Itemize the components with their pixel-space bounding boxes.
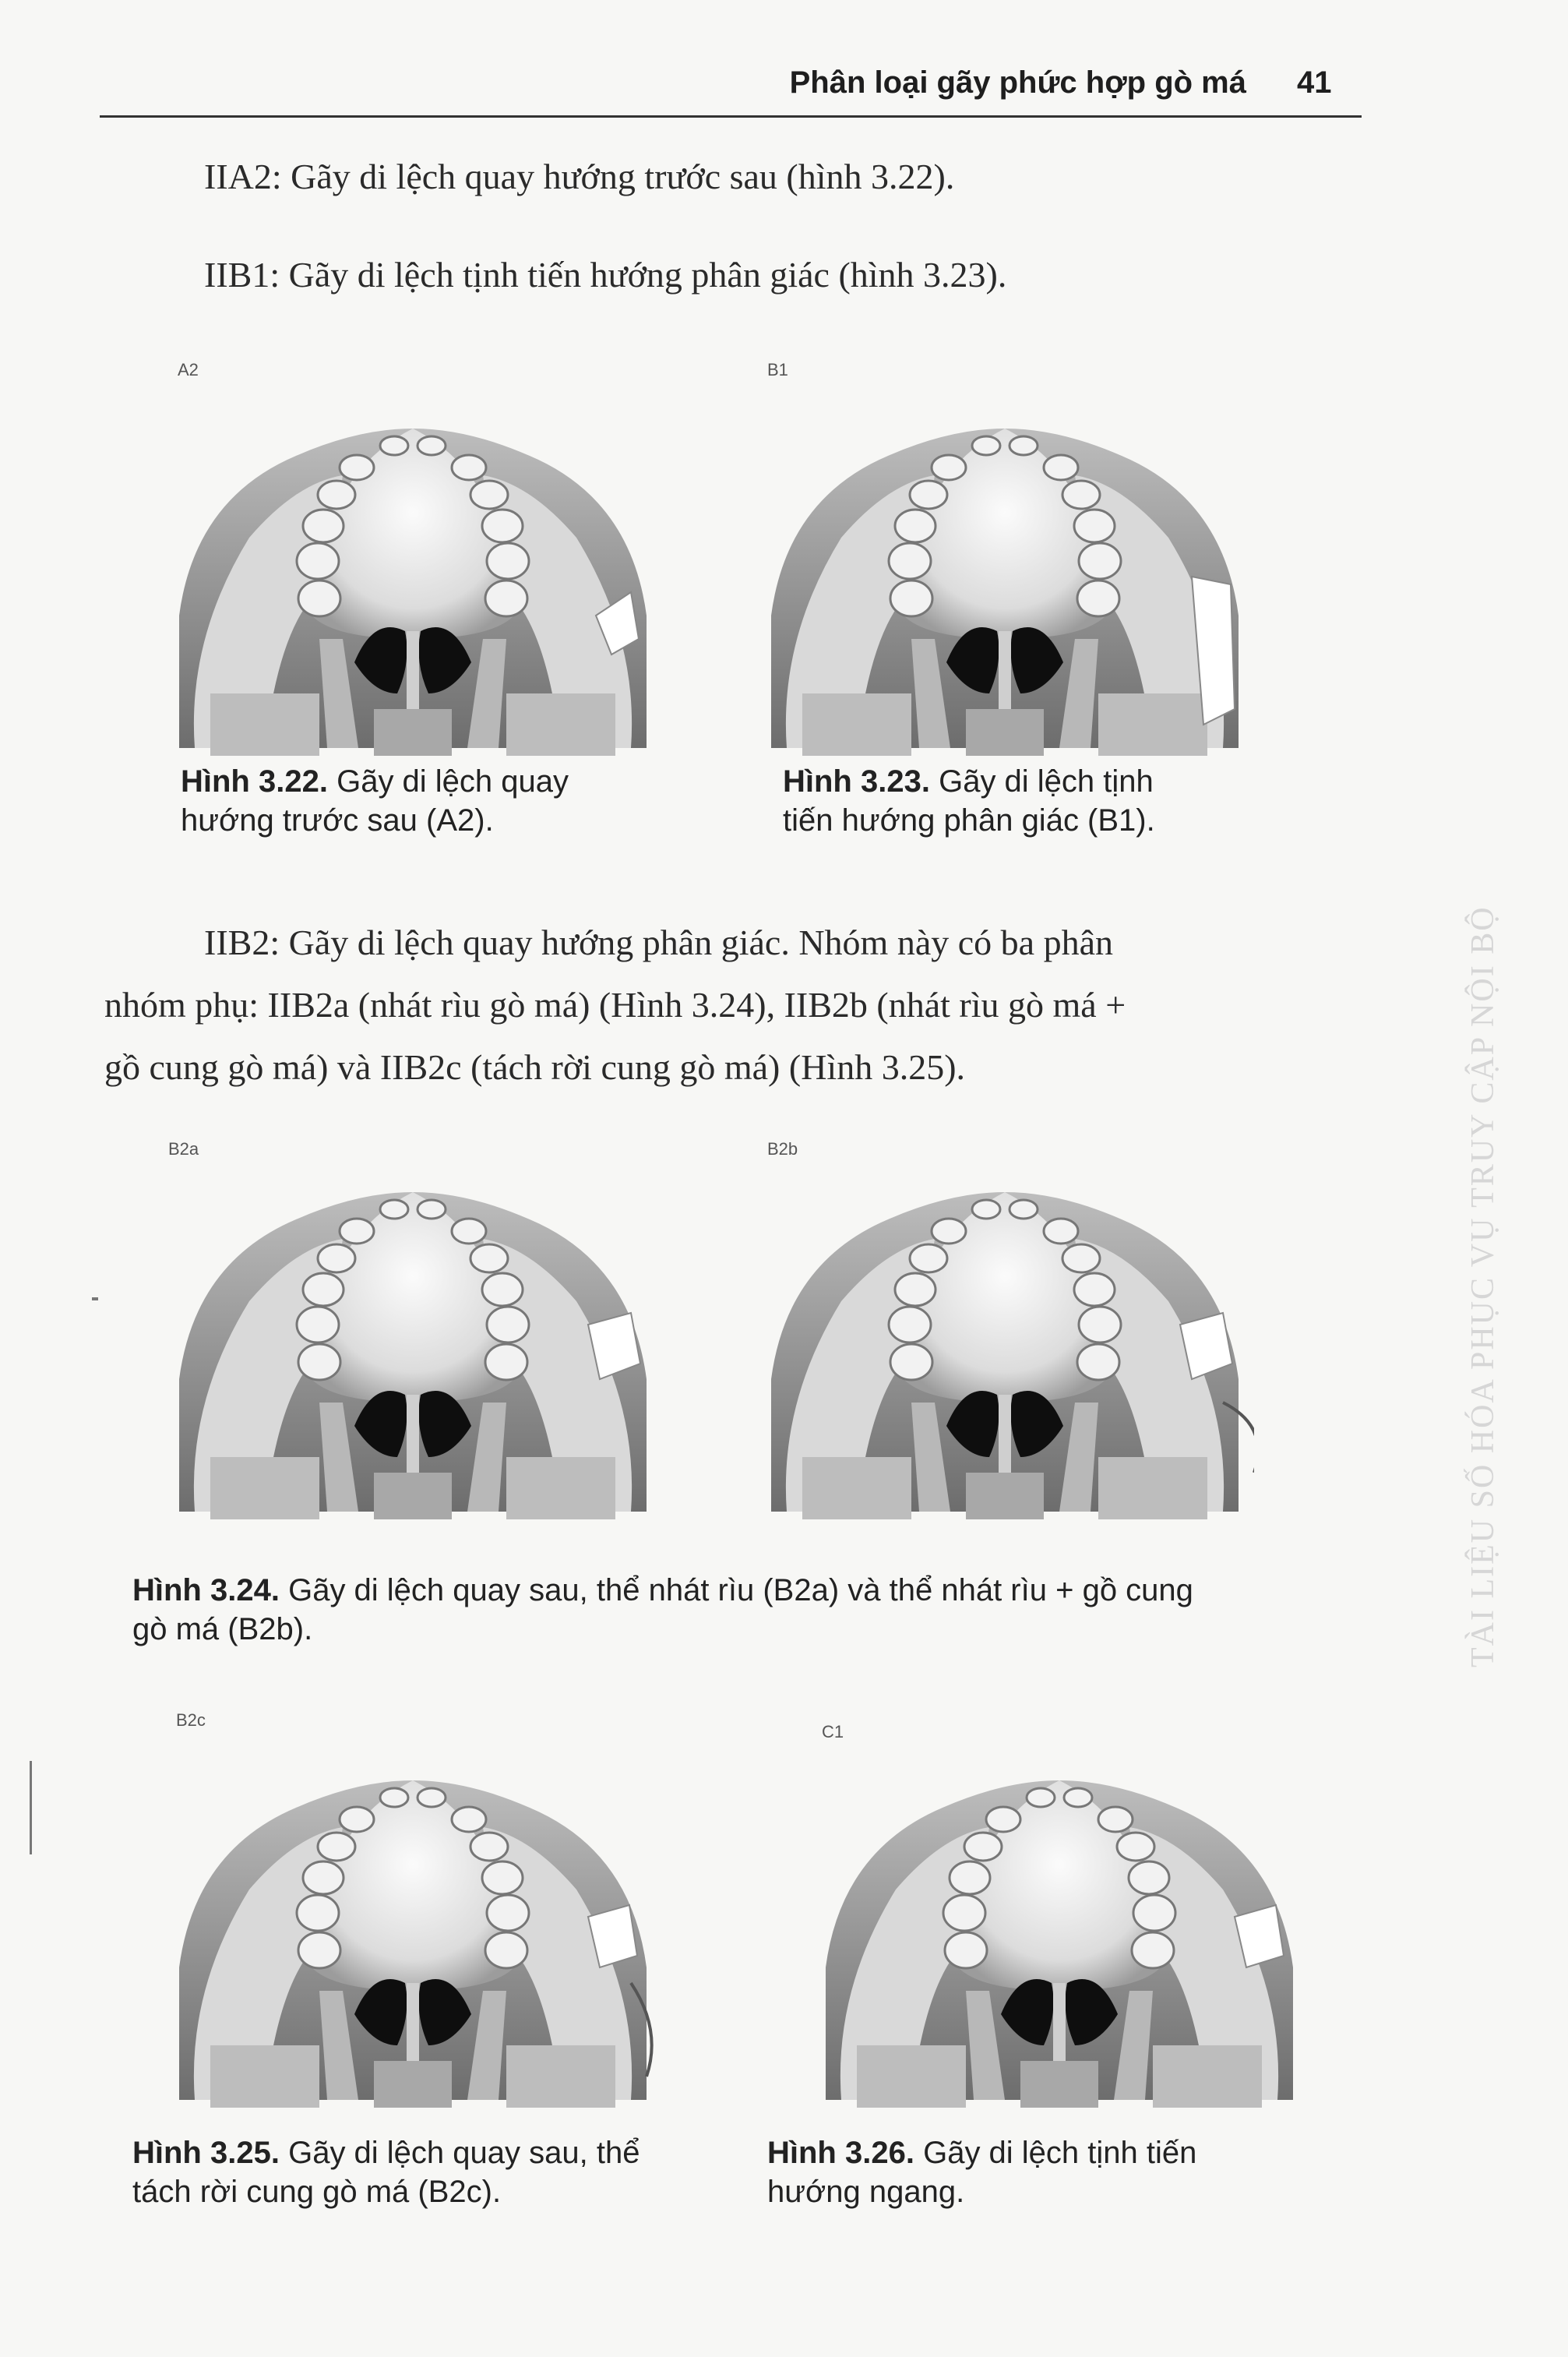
- scan-margin-mark: [30, 1761, 32, 1854]
- skull-illustration-b2b: [756, 1145, 1254, 1519]
- skull-illustration-c1: [810, 1734, 1309, 2108]
- caption-text-line: hướng ngang.: [767, 2175, 965, 2209]
- running-header-title: Phân loại gãy phức hợp gò má: [789, 65, 1246, 100]
- skull-illustration-b2c: [164, 1734, 662, 2108]
- caption-text-line: tiến hướng phân giác (B1).: [783, 803, 1155, 838]
- paragraph-iib2-line-2: nhóm phụ: IIB2a (nhát rìu gò má) (Hình 3.24), IIB2b (nhát rìu gò má +: [104, 985, 1126, 1025]
- caption-text-line: gò má (B2b).: [132, 1612, 313, 1646]
- paragraph-iib2-line-3: gồ cung gò má) và IIB2c (tách rời cung gò má) (Hình 3.25).: [104, 1047, 966, 1087]
- caption-text-line: Gãy di lệch quay sau, thể: [288, 2136, 640, 2170]
- caption-fig-3-26: [767, 2133, 1375, 2211]
- caption-fig-3-24: [132, 1571, 1379, 1649]
- header-rule: [100, 115, 1362, 118]
- caption-fig-3-25: [132, 2133, 756, 2211]
- caption-text-line: Gãy di lệch tịnh tiến: [923, 2136, 1197, 2170]
- caption-text-line: hướng trước sau (A2).: [181, 803, 494, 838]
- figure-label-b2c: B2c: [176, 1710, 206, 1730]
- caption-text-line: Gãy di lệch quay sau, thể nhát rìu (B2a) và thể nhát rìu + gồ cung: [288, 1573, 1193, 1607]
- figure-label-b2b: B2b: [767, 1139, 798, 1159]
- figure-label-b1: B1: [767, 360, 788, 379]
- skull-illustration-b1: [756, 382, 1254, 756]
- caption-number: Hình 3.25.: [132, 2136, 280, 2170]
- caption-text-line: Gãy di lệch quay: [337, 764, 569, 799]
- paragraph-iib1: IIB1: Gãy di lệch tịnh tiến hướng phân giác (hình 3.23).: [204, 255, 1007, 295]
- caption-text-line: Gãy di lệch tịnh: [939, 764, 1154, 799]
- paragraph-iib2-line-1: IIB2: Gãy di lệch quay hướng phân giác. Nhóm này có ba phân: [204, 923, 1114, 962]
- caption-number: Hình 3.26.: [767, 2136, 914, 2170]
- figure-label-b2a: B2a: [168, 1139, 199, 1159]
- caption-number: Hình 3.23.: [783, 764, 930, 799]
- caption-number: Hình 3.22.: [181, 764, 328, 799]
- skull-illustration-a2: [164, 382, 662, 756]
- page-number: 41: [1297, 65, 1332, 100]
- caption-fig-3-22: [181, 762, 726, 840]
- scan-dot-mark: [92, 1297, 98, 1300]
- caption-number: Hình 3.24.: [132, 1573, 280, 1607]
- watermark-text: TÀI LIỆU SỐ HÓA PHỤC VỤ TRUY CẬP NỘI BỘ: [1465, 905, 1501, 1667]
- figure-label-c1: C1: [822, 1722, 844, 1741]
- figure-label-a2: A2: [178, 360, 199, 379]
- caption-fig-3-23: [783, 762, 1344, 840]
- skull-illustration-b2a: [164, 1145, 662, 1519]
- paragraph-iia2: IIA2: Gãy di lệch quay hướng trước sau (hình 3.22).: [204, 157, 955, 196]
- caption-text-line: tách rời cung gò má (B2c).: [132, 2175, 502, 2209]
